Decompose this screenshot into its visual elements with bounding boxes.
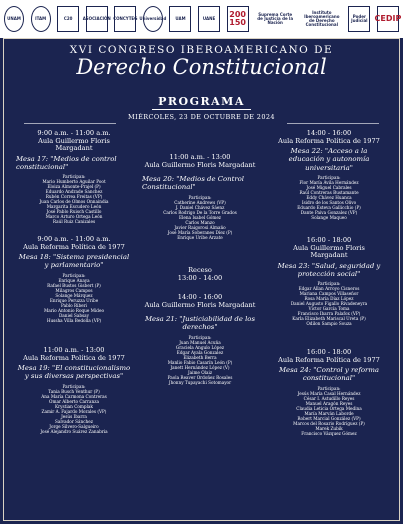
participant-name: Eduardo Esteva Gallicchio (P) [297,205,361,211]
session-block-mesa-19 [14,347,134,434]
session-block-mesa-18 [14,236,134,323]
participant-name: Jhonny Tupayachi Sotomayor [168,379,232,385]
program-title: PROGRAMA [158,95,245,108]
participant-name: J. Daniel Chávez Sáenz [175,204,225,210]
participant-name: Rubén Correa Freitas (VP) [45,194,103,200]
participant-name: Jaime Olaiz [187,369,213,375]
participant-name: Omar Alberto Carranza [49,398,99,404]
session-mesa-title: Mesa 20: "Medios de Control Constitucional" [142,175,244,192]
receso-label: Receso [188,266,212,274]
logo-200-150-icon: 200 150 [227,6,249,32]
participant-name: Krystian Complak [55,403,93,409]
logo-uane-icon: UANE [198,6,220,32]
participants-label: Participan: [62,383,86,389]
session-time: 11:00 a.m. - 13:00 [43,346,105,354]
participant-name: Manuel Aragón Reyes [305,400,353,406]
session-mesa-title: Mesa 18: "Sistema presidencial y parlamentario" [18,253,130,270]
participants-label: Participan: [62,174,86,180]
session-time: 14:00 - 16:00 [177,293,223,301]
session-time: 11:00 a.m. - 13:00 [169,153,231,161]
session-place: Aula Reforma Política de 1977 [23,242,125,251]
participants-list [140,200,260,240]
participant-name: Claudia Leticia Ortega Medina [296,405,362,411]
participant-name: Rafael Bustos Gisbert (P) [47,282,101,288]
participant-name: Carlos Rodrigo De la Torre Grados [163,209,237,215]
participant-name: Enrique Uribe Arzate [177,234,223,240]
session-block-mesa-24 [268,349,390,436]
participant-name: Edgar Allan Arroyo Cisneros [298,286,360,292]
participant-name: Janett Hernández López (V) [170,364,230,370]
session-place: Aula Guillermo Floris [38,136,110,145]
receso-block [140,267,260,282]
participant-name: Edgar Ayala Gonzalez [176,349,224,355]
session-place: Aula Reforma Política de 1977 [278,136,380,145]
logo-poder-judicial-icon: Poder Judicial [348,6,370,32]
participant-name: Daniel Sabsay [58,312,90,318]
logo-strip [0,0,403,38]
logo-cedip-icon: CEDIP [377,6,399,32]
participants-list [14,389,134,434]
congress-title: XVI CONGRESO IBEROAMERICANO DE [69,44,334,56]
session-place: Margadant [55,144,93,152]
participants-list [14,278,134,323]
session-time: 9:00 a.m. - 11:00 a.m. [37,129,111,137]
participant-name: Marcos del Rosario Rodríguez (P) [293,420,365,426]
logo-unam-icon: UNAM [4,6,24,32]
participant-name: María Marván Laborde [304,410,354,416]
session-mesa-title: Mesa 19: "El constitucionalismo y sus diversas perspectivas" [17,364,131,381]
participants-list [268,286,390,326]
participant-name: Francisco Vázquez Gómez [301,430,357,436]
participant-name: Jesús María Casal Hernández [297,390,361,396]
participant-name: Eloiza Almonte-Prajel (P) [47,184,101,190]
program-date: MIÉRCOLES, 23 DE OCTUBRE DE 2024 [128,113,275,121]
session-block-mesa-20 [140,154,260,240]
participant-name: Manlio Fabio Casarín León (P) [167,359,233,365]
participants-label: Participan: [188,334,212,340]
logo-scjn-icon: Suprema Corte de Justicia de la Nación [257,11,294,26]
participant-name: Elena Isabel Gómez [178,214,222,220]
session-place: Aula Reforma Política de 1977 [278,355,380,364]
participant-name: Robert Marcial González (VP) [297,415,361,421]
participants-label: Participan: [317,385,341,391]
session-block-mesa-21 [140,294,260,385]
participant-name: Mariana Campos Villaseñor [299,291,359,297]
right-divider [287,123,379,124]
participants-label: Participan: [188,194,212,200]
participant-name: Juan Carlos de Olmos Onnaindia [39,199,109,205]
session-time: 14:00 - 16:00 [306,129,352,137]
participants-list [14,179,134,224]
participant-name: Elizabeth Berra [183,354,217,360]
participant-name: Rosa María Díaz López [304,296,354,302]
participant-name: José Miguel Cabrales [306,184,352,190]
participant-name: Marco Arturo Ortega León [45,214,103,220]
participant-name: Jesús Ibarra [61,413,87,419]
logo-c20-icon: C20 [57,6,79,32]
session-mesa-title: Mesa 17: "Medios de control constitucional" [16,154,117,171]
participant-name: Jorge Silvero-Salgueiro [49,423,99,429]
participants-label: Participan: [317,281,341,287]
participant-name: José María Soberanes Díez (P) [167,229,233,235]
participant-name: Javier Raigorosi Almaño [174,224,226,230]
participants-list [140,340,260,385]
session-time: 9:00 a.m. - 11:00 a.m. [37,235,111,243]
participant-name: Marek Zubik [315,425,343,431]
session-mesa-title: Mesa 24: "Control y reforma constitucional" [279,366,379,383]
participant-name: Solange Márquez [55,292,93,298]
session-place: Aula Guillermo Floris Margadant [144,300,256,309]
participant-name: Dante Paiva Gonzalez (VP) [300,210,358,216]
participant-name: Enrique Anaya [58,277,90,283]
participants-label: Participan: [62,272,86,278]
session-place: Aula Reforma Política de 1977 [23,353,125,362]
participant-name: Paola Reaver Ordoñez Rosales [167,374,233,380]
participant-name: Catherine Andrews (VP) [174,199,226,205]
participant-name: Daniel Augusto Figallo Rivadeneyra [290,301,368,307]
logo-itam-icon: ITAM [31,6,51,32]
receso-time: 13:00 - 14:00 [177,273,223,282]
participant-name: Margarita Escudero León [46,204,102,210]
logo-asociacion-icon: ASOCIACIÓN [86,6,108,32]
participant-name: José Alejandro Suárez Zanabria [40,428,108,434]
session-block-mesa-22 [268,130,390,220]
participant-name: Víctor García Toma [308,306,350,312]
session-place: Aula Guillermo Floris [293,243,365,252]
program-title-underline [152,109,251,110]
participant-name: César I. Astudillo Reyes [303,395,355,401]
session-mesa-title: Mesa 23: "Salud, seguridad y protección social" [277,261,381,278]
participant-name: José Pablo Ruisch Castillo [46,209,102,215]
session-block-mesa-17 [14,130,134,225]
session-mesa-title: Mesa 21: "Justiciabilidad de los derechos" [144,315,255,332]
participant-name: Karla Elizabeth Mariscal Ureta (P) [292,316,366,322]
participant-name: Isidro de los Santos Olivo [301,200,357,206]
participant-name: Flor María Ávila Hernández [299,179,359,185]
congress-subtitle: Derecho Constitucional [76,55,327,79]
participant-name: Ana María Carmona Contreras [41,393,107,399]
participant-name: Milagros Campos [55,287,93,293]
participant-name: Pablo Riberi [61,302,87,308]
participant-name: Eduardo Andrade Sanchez [45,189,103,195]
left-divider [24,123,116,124]
session-block-mesa-23 [268,237,390,326]
session-mesa-title: Mesa 22: "Acceso a la educación y autonomía universitaria" [288,147,370,172]
participant-name: Hussha Villa Bedolla (VP) [46,317,102,323]
logo-universidad-icon: Universidad [143,6,163,32]
session-time: 16:00 - 18:00 [306,348,352,356]
participant-name: Solange Maqueo [311,215,347,221]
participant-name: Mario Antonio Roque Mideo [44,307,104,313]
participants-label: Participan: [317,174,341,180]
participants-list [268,391,390,436]
participant-name: Salvador Sánchez [55,418,93,424]
participant-name: Tania Busch Venthur (P) [48,388,100,394]
logo-iidc-icon: Instituto Iberoamericano de Derecho Constitucional [304,9,340,28]
logo-concyteg-icon: CONCYTEG [114,6,136,32]
participant-name: Francisco Ibarra Palafox (VP) [297,311,361,317]
participant-name: Eddy Chávez Huanca [306,195,352,201]
session-place: Margadant [310,251,348,259]
participant-name: Raúl Contreras Bustamante [299,189,359,195]
participant-name: Juan Manuel Acuña [179,339,221,345]
participant-name: Mario Humberto Aguilar Poot [42,179,106,185]
participant-name: Zamir A. Fajardo Morales (VP) [41,408,107,414]
participant-name: Carlos Manzo [185,219,215,225]
session-place: Aula Guillermo Floris Margadant [144,160,256,169]
participant-name: Raúl Ruiz Canizales [52,219,96,225]
session-time: 16:00 - 18:00 [306,236,352,244]
participant-name: Odilon Sampio Souza [306,321,352,327]
participants-list [268,180,390,220]
logo-uam-icon: UAM [169,6,191,32]
participant-name: Enrique Peruzza Uribe [49,297,99,303]
participant-name: Graciela Angulo López [175,344,225,350]
